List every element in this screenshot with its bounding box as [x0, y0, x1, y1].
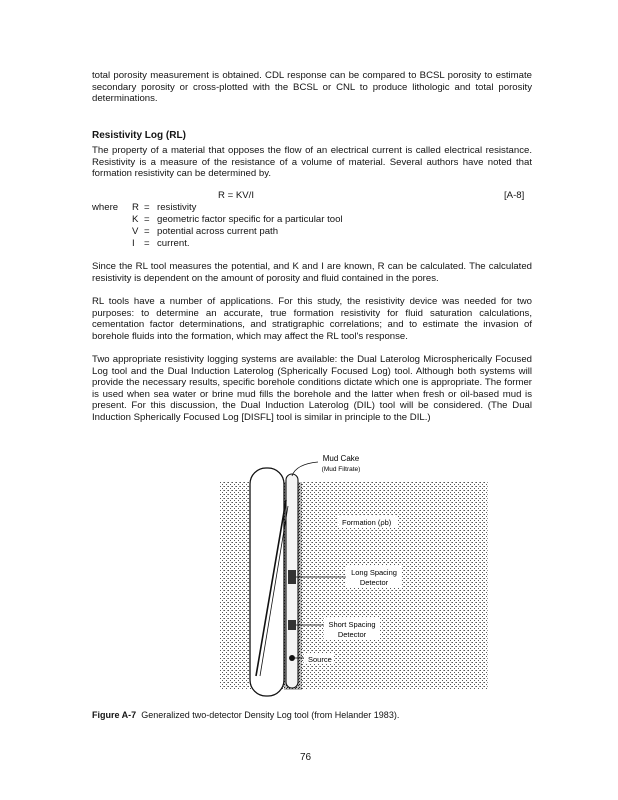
label-source: Source: [308, 655, 332, 664]
section-heading: Resistivity Log (RL): [92, 130, 186, 141]
definition-row: [92, 238, 392, 250]
definition-meaning: potential across current path: [157, 226, 279, 237]
short-spacing-detector: [288, 620, 296, 630]
definition-meaning: current.: [157, 238, 190, 249]
definition-symbol: I: [132, 238, 135, 249]
measures-paragraph: Since the RL tool measures the potential, and K and I are known, R can be calculated. The calculated resistivity is dependent on the amount of porosity and fluid contained in the pores.: [92, 261, 532, 284]
page-number: 76: [300, 752, 312, 763]
gamma-source: [289, 655, 295, 661]
definition-symbol: K: [132, 214, 139, 225]
definition-row: [92, 214, 392, 226]
where-label: where: [92, 202, 119, 213]
definition-equals: =: [144, 238, 150, 249]
caption-label: Figure A-7: [92, 710, 137, 720]
definition-symbol: R: [132, 202, 139, 213]
density-tool-diagram: [200, 450, 500, 702]
definition-row: [92, 202, 392, 214]
definition-equals: =: [144, 214, 150, 225]
intro-paragraph: total porosity measurement is obtained. CDL response can be compared to BCSL porosity to estimate secondary porosity or cross-plotted with the BCSL or CNL to produce lithologic and total porosity determinations.: [92, 70, 532, 105]
definition-equals: =: [144, 226, 150, 237]
definition-equals: =: [144, 202, 150, 213]
label-long-spacing-detector: Detector: [359, 578, 389, 587]
label-short-spacing: Short Spacing: [328, 620, 376, 629]
definition-meaning: geometric factor specific for a particular tool: [157, 214, 343, 225]
definition-paragraph: The property of a material that opposes the flow of an electrical current is called electrical resistance. Resistivity is a measure of the resistance of a volume of material. Several authors have noted that formation resistivity can be determined by.: [92, 145, 532, 180]
density-log-figure: [200, 450, 500, 702]
definition-row: [92, 226, 392, 238]
leader-line: [292, 462, 318, 476]
long-spacing-detector: [288, 570, 296, 584]
systems-paragraph: Two appropriate resistivity logging systems are available: the Dual Laterolog Microspherically Focused Log tool and the Dual Induction Laterolog (Spherically Focused Log) tool. Although both systems will provide the necessary results, specific borehole conditions dictate which one is appropriate. The former is used when sea water or brine mud fills the borehole and the latter when fresh or oil-based mud is present. For this discussion, the Dual Induction Laterolog (DIL) tool will be considered. (The Dual Induction Spherically Focused Log [DISFL] tool is similar in principle to the DIL.): [92, 354, 532, 423]
definition-symbol: V: [132, 226, 139, 237]
label-short-spacing-detector: Detector: [337, 630, 367, 639]
label-mud-cake-sub: (Mud Filtrate): [321, 466, 361, 473]
label-long-spacing: Long Spacing: [351, 568, 397, 577]
label-formation: Formation (ρb): [342, 518, 392, 527]
definition-meaning: resistivity: [157, 202, 197, 213]
caption-text: Generalized two-detector Density Log tool (from Helander 1983).: [141, 710, 400, 720]
label-mud-cake: Mud Cake: [322, 454, 360, 463]
equation-number: [A-8]: [504, 190, 525, 201]
figure-caption: [92, 710, 399, 720]
applications-paragraph: RL tools have a number of applications. For this study, the resistivity device was needed for two purposes: to determine an accurate, true formation resistivity for fluid saturation calculations, cementation factor determinations, and stratigraphic correlations; and to estimate the invasion of borehole fluids into the formation, which may affect the RL tool's response.: [92, 296, 532, 342]
equation-formula: R = KV/I: [218, 190, 254, 201]
borehole: [250, 468, 284, 696]
